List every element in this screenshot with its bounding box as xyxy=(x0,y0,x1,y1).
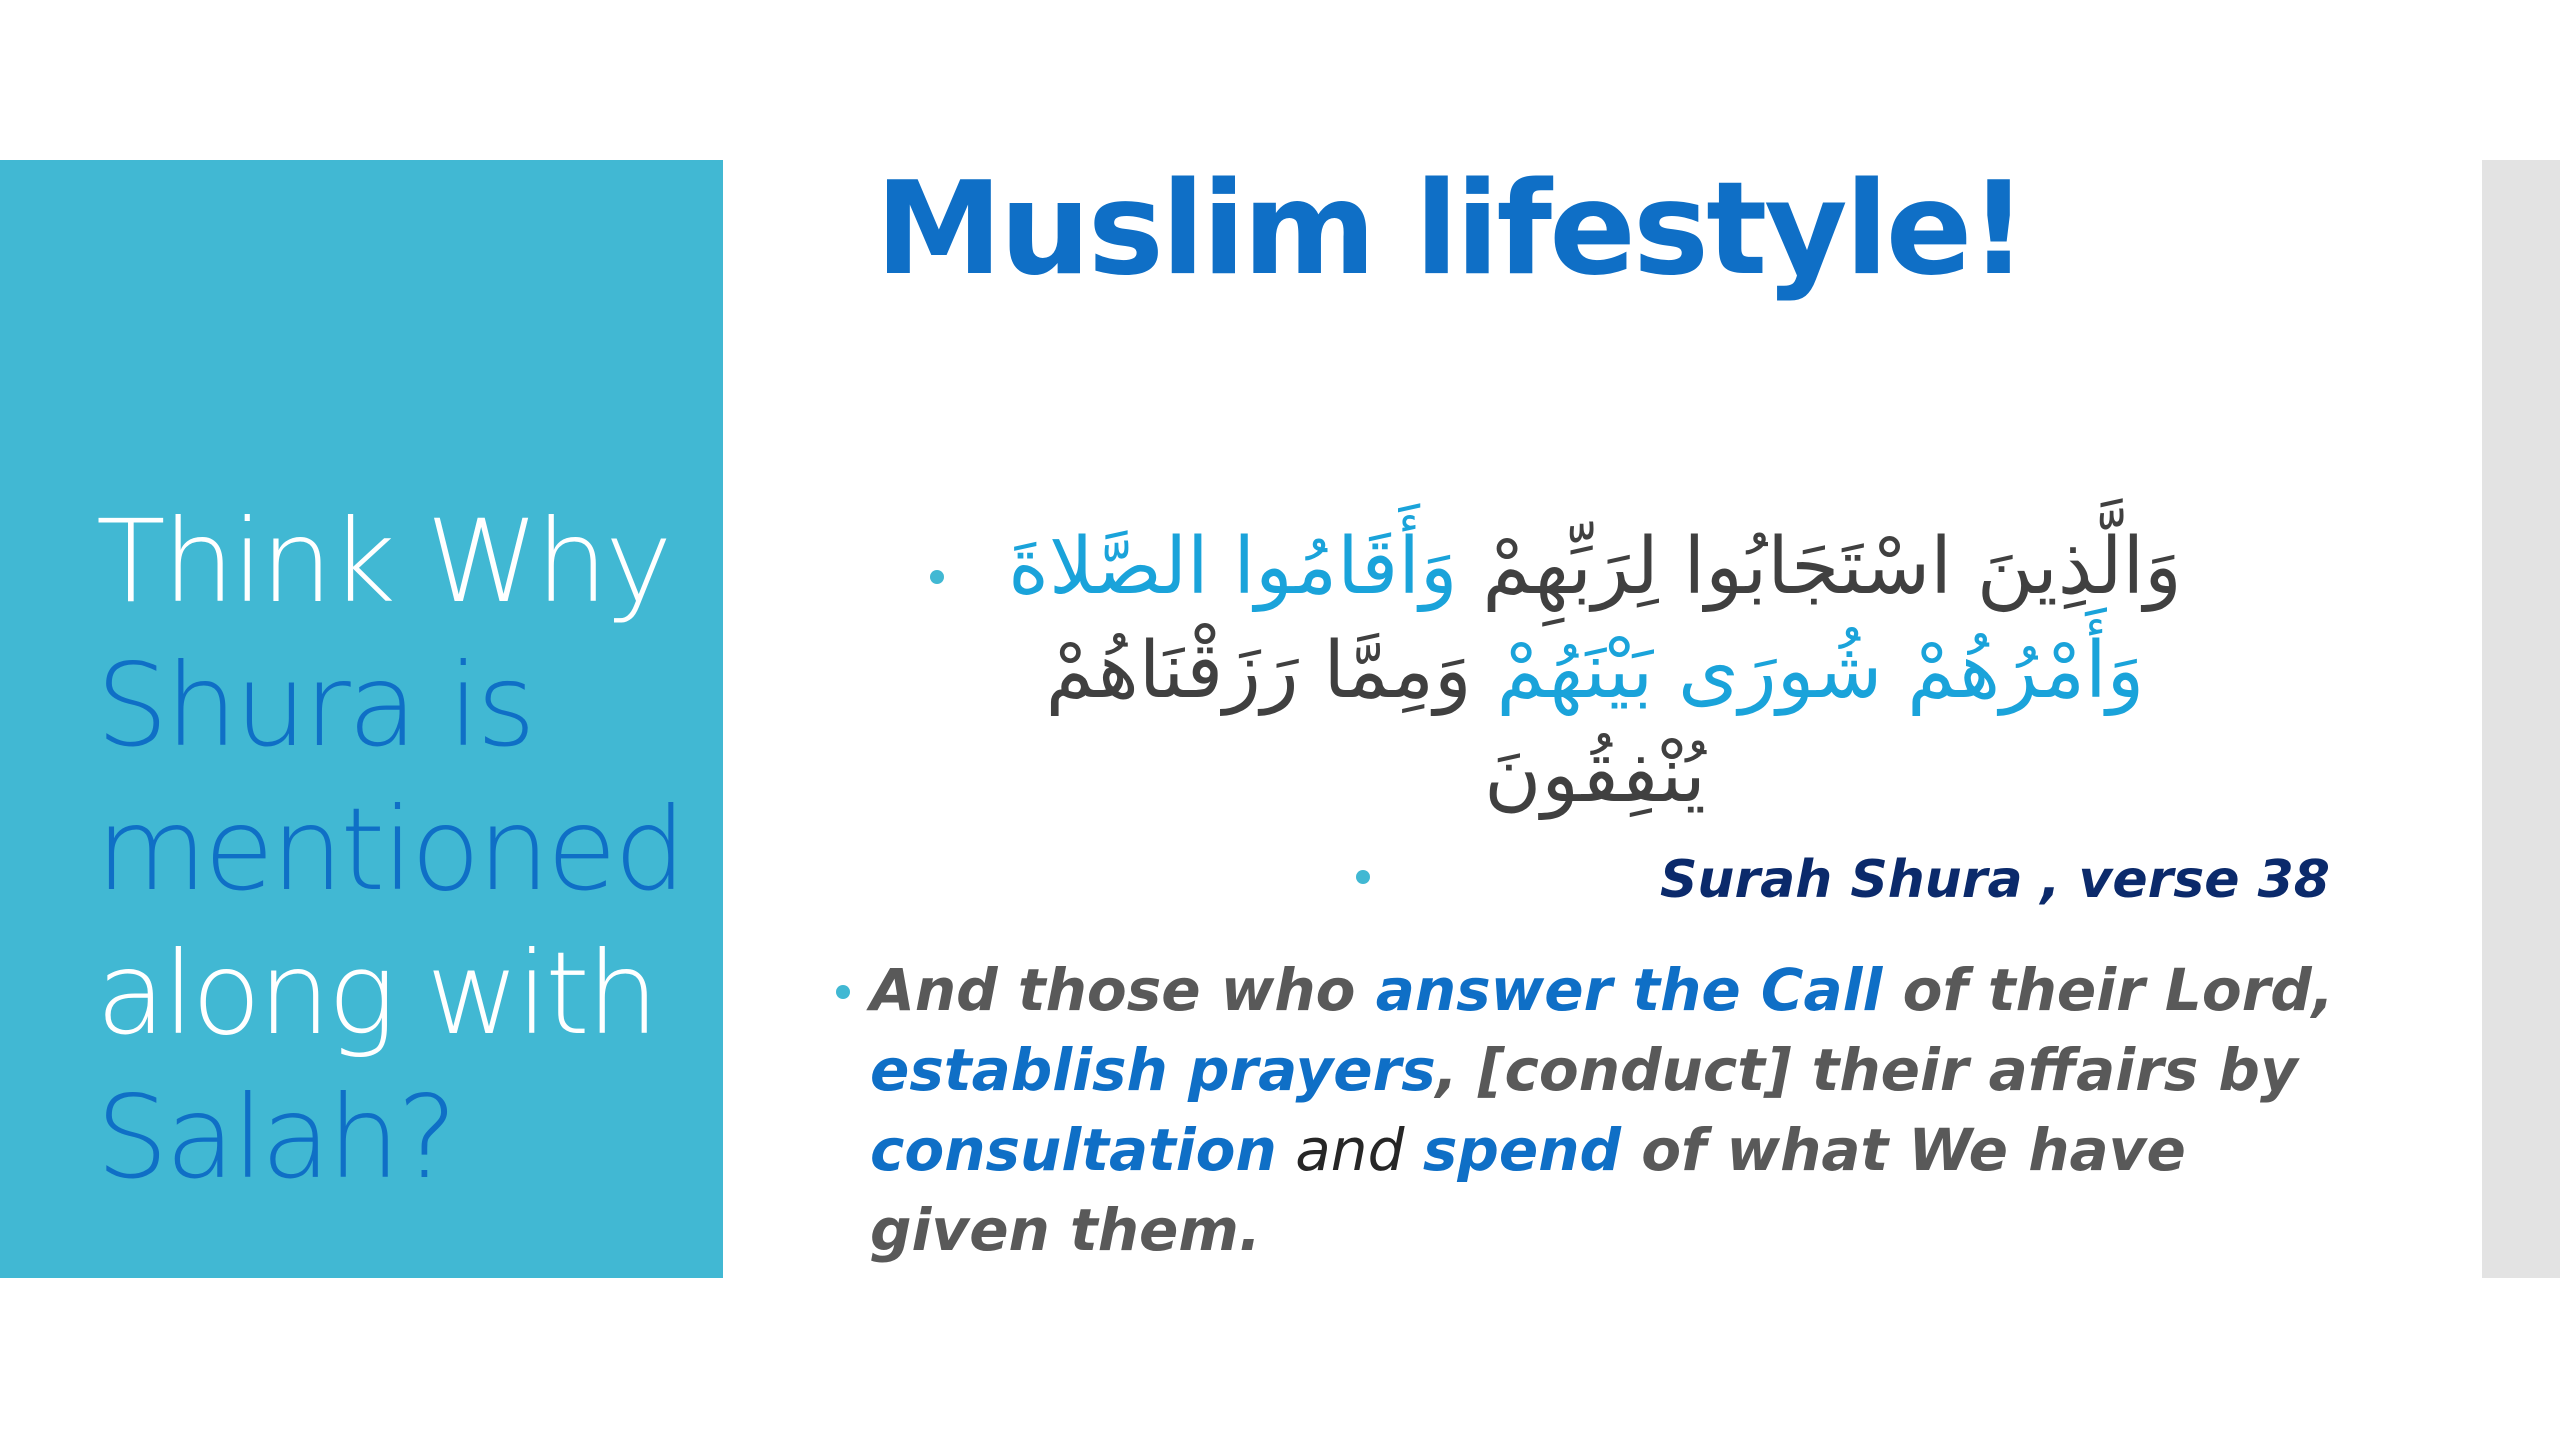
arabic-part-3: وَأَمْرُهُمْ شُورَى بَيْنَهُمْ xyxy=(1496,626,2145,716)
translation-seg-7: and xyxy=(1276,1116,1423,1184)
side-line-4: along with xyxy=(96,927,657,1060)
translation-seg-1: And those who xyxy=(870,956,1376,1024)
verse-reference: Surah Shura , verse 38 xyxy=(1659,850,2330,910)
slide-title: Muslim lifestyle! xyxy=(875,155,2025,304)
translation-seg-6: consultation xyxy=(870,1116,1277,1184)
side-line-5: Salah? xyxy=(96,1071,455,1204)
bullet-translation xyxy=(836,985,850,999)
right-gray-strip xyxy=(2482,160,2560,1278)
translation-seg-5: , [conduct] their affairs by xyxy=(1435,1036,2298,1104)
translation-seg-8: spend xyxy=(1422,1116,1622,1184)
translation-seg-3: of their Lord, xyxy=(1882,956,2334,1024)
arabic-part-4: وَمِمَّا رَزَقْنَاهُمْ يُنْفِقُونَ xyxy=(1045,626,1706,820)
verse-translation xyxy=(870,950,2340,1270)
translation-seg-9: of what We have given them. xyxy=(870,1116,2186,1264)
arabic-part-1: وَالَّذِينَ اسْتَجَابُوا لِرَبِّهِمْ xyxy=(1457,522,2182,612)
translation-seg-2: answer the Call xyxy=(1375,956,1883,1024)
side-question xyxy=(96,490,716,1210)
translation-seg-4: establish prayers xyxy=(870,1036,1436,1104)
bullet-reference xyxy=(1356,870,1370,884)
side-line-3: mentioned xyxy=(96,783,684,916)
side-line-2: Shura is xyxy=(96,639,533,772)
arabic-verse xyxy=(925,515,2265,827)
arabic-part-2: وَأَقَامُوا الصَّلاةَ xyxy=(1008,522,1458,612)
side-line-1: Think Why xyxy=(96,495,670,628)
